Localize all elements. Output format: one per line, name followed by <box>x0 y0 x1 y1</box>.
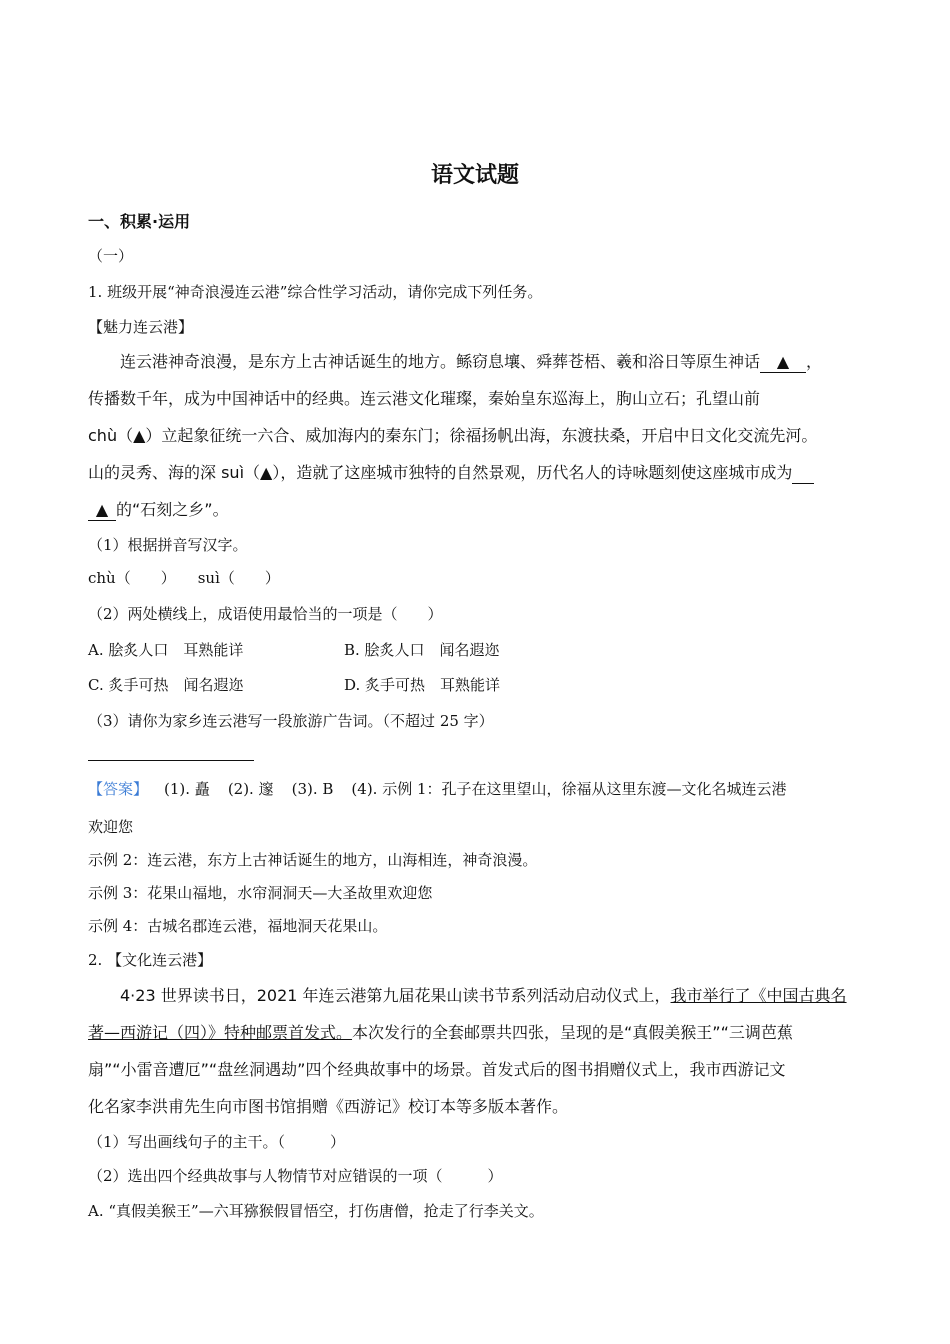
pinyin-row <box>88 568 280 588</box>
passage2-line-2 <box>88 1023 793 1043</box>
divider-line <box>88 760 254 761</box>
answer-2: (2). 邃 <box>227 780 274 798</box>
answer-line-1 <box>88 779 787 799</box>
underlined-sentence: 我市举行了《中国古典名 <box>670 986 847 1005</box>
passage-line-4 <box>88 463 814 484</box>
option-c: C. 炙手可热 闻名遐迩 <box>88 676 244 694</box>
page-title: 语文试题 <box>430 162 519 188</box>
example-4: 示例 4：古城名郡连云港，福地洞天花果山。 <box>88 917 388 935</box>
option-d: D. 炙手可热 耳熟能详 <box>344 676 501 694</box>
passage-line-5 <box>88 500 229 521</box>
passage-text: 本次发行的全套邮票共四张，呈现的是“真假美猴王”“三调芭蕉 <box>352 1023 793 1042</box>
q2-subquestion-2: （2）选出四个经典故事与人物情节对应错误的一项（ ） <box>88 1167 503 1185</box>
passage-line-2: 传播数千年，成为中国神话中的经典。连云港文化璀璨，秦始皇东巡海上，朐山立石；孔望山前 <box>88 389 761 408</box>
answer-line-2: 欢迎您 <box>88 818 134 836</box>
passage-line-3: chù（▲）立起象征统一六合、威加海内的秦东门；徐福扬帆出海，东渡扶桑，开启中日文化交流先河。 <box>88 426 818 445</box>
passage-line-1 <box>120 352 822 373</box>
underlined-sentence: 著—西游记（四）》特种邮票首发式。 <box>88 1023 353 1042</box>
passage-text: 4·23 世界读书日，2021 年连云港第九届花果山读书节系列活动启动仪式上， <box>120 986 671 1005</box>
example-2: 示例 2：连云港，东方上古神话诞生的地方，山海相连，神奇浪漫。 <box>88 851 538 869</box>
example-3: 示例 3：花果山福地，水帘洞洞天—大圣故里欢迎您 <box>88 884 433 902</box>
question-2-stem: 2. 【文化连云港】 <box>88 951 213 969</box>
answer-tag: 【答案】 <box>88 780 149 798</box>
subquestion-2: （2）两处横线上，成语使用最恰当的一项是（ ） <box>88 605 443 623</box>
passage-text: 连云港神奇浪漫，是东方上古神话诞生的地方。鲧窃息壤、舜葬苍梧、羲和浴日等原生神话 <box>120 352 761 371</box>
pinyin-chu: chù（ ） <box>88 569 176 587</box>
passage-text: 山的灵秀、海的深 suì（▲），造就了这座城市独特的自然景观，历代名人的诗咏题刻使这座城市成为 <box>88 463 793 482</box>
section-heading: 一、积累·运用 <box>88 212 191 231</box>
answer-blank-1: ▲ <box>760 352 806 373</box>
subquestion-1: （1）根据拼音写汉字。 <box>88 536 248 554</box>
answer-4: (4). 示例 1：孔子在这里望山，徐福从这里东渡—文化名城连云港 <box>351 780 787 798</box>
passage2-line-4: 化名家李洪甫先生向市图书馆捐赠《西游记》校订本等多版本著作。 <box>88 1097 569 1116</box>
answer-3: (3). B <box>291 780 334 798</box>
passage2-line-1 <box>120 986 847 1006</box>
passage-text: ， <box>806 352 823 371</box>
answer-1: (1). 矗 <box>164 780 210 798</box>
passage-text: 的“石刻之乡”。 <box>116 500 229 519</box>
pinyin-sui: suì（ ） <box>197 569 280 587</box>
answer-blank-2: ▲ <box>88 500 116 521</box>
option-a: A. 脍炙人口 耳熟能详 <box>88 641 244 659</box>
subquestion-3: （3）请你为家乡连云港写一段旅游广告词。（不超过 25 字） <box>88 712 494 730</box>
answer-blank-2a <box>792 463 814 484</box>
subsection-heading: （一） <box>88 247 134 265</box>
question-1-stem: 1. 班级开展“神奇浪漫连云港”综合性学习活动，请你完成下列任务。 <box>88 283 543 301</box>
passage2-line-3: 扇”“小雷音遭厄”“盘丝洞遇劫”四个经典故事中的场景。首发式后的图书捐赠仪式上，我市西游记文 <box>88 1060 786 1079</box>
question-1-tag: 【魅力连云港】 <box>88 318 194 336</box>
option-b: B. 脍炙人口 闻名遐迩 <box>344 641 500 659</box>
q2-option-a: A. “真假美猴王”—六耳猕猴假冒悟空，打伤唐僧，抢走了行李关文。 <box>88 1202 544 1220</box>
q2-subquestion-1: （1）写出画线句子的主干。（ ） <box>88 1133 346 1151</box>
